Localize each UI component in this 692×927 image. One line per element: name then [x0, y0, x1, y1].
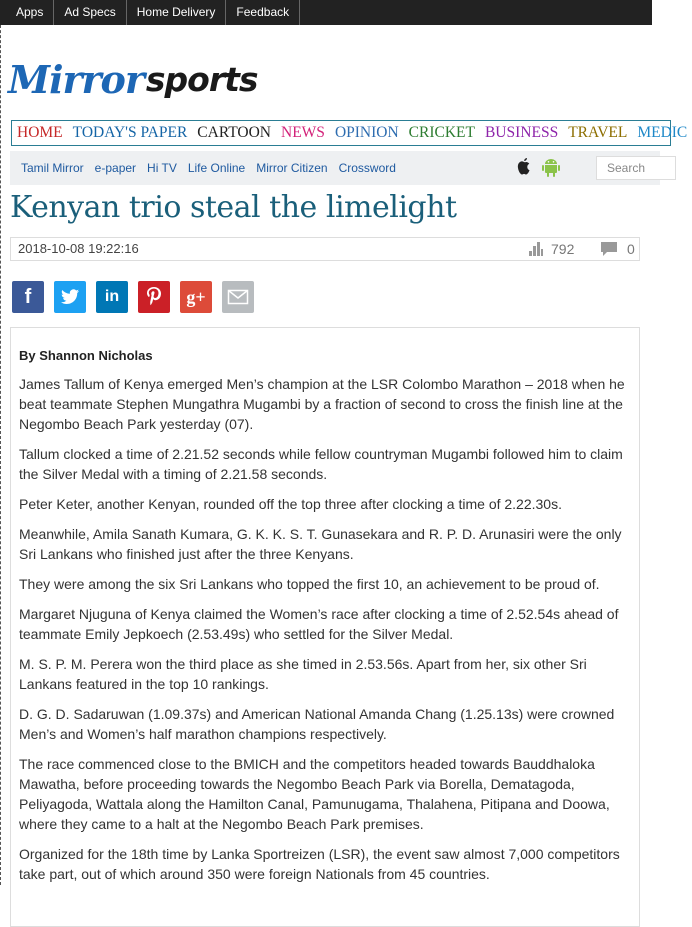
site-logo[interactable]: [8, 52, 258, 102]
topbar-link-ad-specs[interactable]: Ad Specs: [54, 0, 126, 25]
article-paragraph: Organized for the 18th time by Lanka Sportreizen (LSR), the event saw almost 7,000 competitors take part, out of which around 350 were foreign Nationals from 45 countries.: [19, 846, 620, 882]
sub-navigation: [10, 151, 660, 185]
logo-sports-text: sports: [145, 60, 258, 99]
article-meta-bar: [10, 237, 640, 261]
comment-count[interactable]: [601, 241, 635, 257]
nav-medic[interactable]: MEDIC: [637, 124, 688, 141]
nav-travel[interactable]: TRAVEL: [568, 124, 628, 141]
article-paragraph: James Tallum of Kenya emerged Men’s champion at the LSR Colombo Marathon – 2018 when he beat teammate Stephen Mungathra Mugambi by a fraction of second to cross the finish line at the Negombo Beach Park yesterday (07).: [19, 376, 625, 432]
nav-todays-paper[interactable]: TODAY'S PAPER: [72, 124, 188, 141]
top-utility-bar: [0, 0, 652, 25]
article-paragraph: Peter Keter, another Kenyan, rounded off the top three after clocking a time of 2.22.30s.: [19, 496, 562, 512]
article-byline: By Shannon Nicholas: [19, 348, 153, 363]
bar-chart-icon: [529, 242, 543, 256]
article-paragraph: M. S. P. M. Perera won the third place as she timed in 2.53.56s. Apart from her, six other Sri Lankans featured in the top 10 rankings.: [19, 656, 587, 692]
nav-home[interactable]: HOME: [17, 124, 63, 141]
email-icon: [228, 290, 248, 304]
article-paragraph: The race commenced close to the BMICH and the competitors headed towards Bauddhaloka Mawatha, before proceeding towards the Negombo Beach Park via Borella, Dematagoda, Peliyagoda, Wattala along the Hamilton Canal, Pamunugama, Thalahena, Pitipana and Doowa, where they came to a halt at the Negombo Beach Park premises.: [19, 756, 610, 832]
nav-cartoon[interactable]: CARTOON: [197, 124, 272, 141]
article-date: 2018-10-08 19:22:16: [18, 241, 139, 256]
apple-icon[interactable]: [516, 157, 532, 177]
comment-icon: [601, 242, 617, 256]
nav-business[interactable]: BUSINESS: [484, 124, 559, 141]
logo-mirror-text: Mirror: [8, 57, 144, 102]
nav-news[interactable]: NEWS: [281, 124, 325, 141]
subnav-mirror-citizen[interactable]: Mirror Citizen: [256, 161, 328, 175]
subnav-hi-tv[interactable]: Hi TV: [147, 161, 177, 175]
facebook-share-button[interactable]: [12, 281, 44, 313]
android-icon[interactable]: [542, 157, 560, 177]
article-paragraphs: [19, 374, 635, 894]
article-title: Kenyan trio steal the limelight: [10, 190, 457, 225]
app-platform-icons: [516, 157, 560, 177]
view-count: [529, 241, 574, 257]
google-plus-icon: g+: [186, 286, 206, 307]
view-count-value: 792: [551, 241, 575, 257]
google-plus-share-button[interactable]: [180, 281, 212, 313]
share-buttons: [12, 281, 254, 313]
subnav-e-paper[interactable]: e-paper: [94, 161, 137, 175]
article-paragraph: Margaret Njuguna of Kenya claimed the Women’s race after clocking a time of 2.52.54s ahead of teammate Emily Jepkoech (2.53.49s) who settled for the Silver Medal.: [19, 606, 619, 642]
pinterest-icon: [146, 287, 162, 307]
linkedin-icon: in: [104, 288, 120, 305]
nav-cricket[interactable]: CRICKET: [408, 124, 475, 141]
article-body: [10, 327, 640, 927]
article-paragraph: Meanwhile, Amila Sanath Kumara, G. K. K. S. T. Gunasekara and R. P. D. Arunasiri were the only Sri Lankans who finished just after the three Kenyans.: [19, 526, 622, 562]
topbar-link-apps[interactable]: Apps: [0, 0, 54, 25]
twitter-share-button[interactable]: [54, 281, 86, 313]
article-paragraph: They were among the six Sri Lankans who topped the first 10, an achievement to be proud of.: [19, 576, 600, 592]
subnav-tamil-mirror[interactable]: Tamil Mirror: [21, 161, 84, 175]
twitter-icon: [61, 289, 79, 305]
subnav-crossword[interactable]: Crossword: [338, 161, 396, 175]
article-paragraph: D. G. D. Sadaruwan (1.09.37s) and American National Amanda Chang (1.25.13s) were crowned Men’s and Women’s half marathon champions respectively.: [19, 706, 615, 742]
search-input[interactable]: Search: [596, 156, 676, 180]
page-frame-border: [0, 0, 2, 885]
topbar-link-feedback[interactable]: Feedback: [226, 0, 300, 25]
main-navigation: [11, 120, 688, 146]
facebook-icon: f: [24, 285, 32, 308]
pinterest-share-button[interactable]: [138, 281, 170, 313]
email-share-button[interactable]: [222, 281, 254, 313]
subnav-life-online[interactable]: Life Online: [187, 161, 246, 175]
comment-count-value: 0: [627, 241, 635, 257]
article-paragraph: Tallum clocked a time of 2.21.52 seconds while fellow countryman Mugambi followed him to claim the Silver Medal with a timing of 2.21.58 seconds.: [19, 446, 623, 482]
nav-opinion[interactable]: OPINION: [334, 124, 399, 141]
topbar-link-home-delivery[interactable]: Home Delivery: [127, 0, 227, 25]
linkedin-share-button[interactable]: [96, 281, 128, 313]
